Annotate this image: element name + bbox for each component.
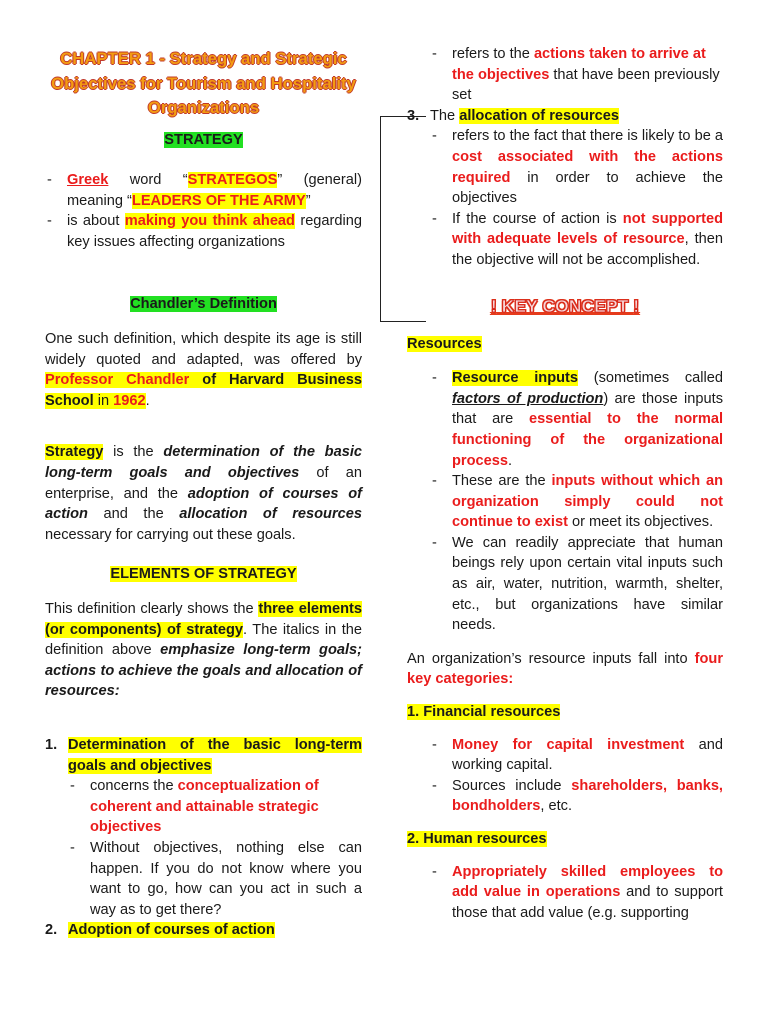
item-2-sub-1 (430, 44, 723, 106)
resource-bullet-1 (430, 368, 723, 471)
text-run: and to support those that add value (e.g. supporting (452, 884, 723, 921)
item-number: 1. (45, 736, 58, 753)
text-run: , etc. (540, 798, 573, 815)
elements-heading-text: ELEMENTS OF STRATEGY (110, 566, 297, 583)
item-3-sub-1 (430, 126, 723, 208)
resource-bullet-3: - We can readily appreciate that human beings rely upon certain vital inputs such as air, water, nutrition, warmth, shelter, etc., but organizations have similar needs. (430, 533, 723, 636)
element-item-2 (45, 920, 362, 941)
not-supported-text: not supported with adequate levels of resource (452, 210, 723, 248)
chandler-paragraph (45, 329, 362, 411)
item-1-label: Determination of the basic long-term goals and objectives (68, 736, 362, 774)
strategy-bullets (45, 170, 362, 252)
text-run: The (430, 107, 460, 124)
categories-paragraph (407, 649, 723, 690)
text-run: ) are those inputs that are (452, 390, 723, 428)
key-concept-label: KEY CONCEPT (496, 295, 634, 316)
strategy-heading (45, 130, 362, 151)
inputs-without-text: inputs without which an organization simply could not continue to exist (452, 473, 723, 531)
conceptualization-text: conceptualization of coherent and attainable strategic objectives (90, 778, 319, 836)
sources-text: shareholders, banks, bondholders (452, 777, 723, 815)
text-run: that have been previously set (452, 66, 720, 104)
resource-bullet-2 (430, 471, 723, 533)
resource-inputs-text: Resource inputs (452, 370, 579, 387)
text-run: This definition clearly shows the (45, 601, 259, 617)
chandler-name: Professor Chandler (45, 372, 190, 389)
text-run: These are the (452, 473, 552, 490)
financial-bullet-2 (430, 776, 723, 817)
def-goals: determination of the basic long-term goals and objectives (45, 444, 362, 482)
element-item-1 (45, 735, 362, 776)
financial-bullets (407, 735, 723, 817)
think-ahead-text: making you think ahead (124, 213, 295, 230)
text-run: refers to the fact that there is likely to be a (452, 128, 723, 145)
emphasize-text: emphasize long-term goals; actions to achieve the goals and allocation of resources: (45, 642, 363, 700)
text-run: of an enterprise, and the (45, 465, 362, 502)
financial-heading-text: 1. Financial resources (407, 704, 561, 721)
text-run: , then the objective will not be accomplished. (452, 231, 723, 268)
text-run: in (93, 392, 114, 409)
text-run: refers to the (452, 46, 534, 62)
human-bullets (407, 862, 723, 924)
strategy-heading-text: STRATEGY (164, 131, 243, 148)
human-heading (407, 829, 723, 850)
financial-heading (407, 702, 723, 723)
factors-text: factors of production (452, 390, 604, 407)
strategy-definition (45, 442, 362, 545)
item-1-sub-1 (68, 776, 362, 838)
item-3-sub-2 (430, 209, 723, 271)
year-text: 1962 (113, 392, 146, 409)
text-run: . (507, 452, 513, 469)
text-run: Sources include (452, 777, 572, 794)
text-run: and working capital. (452, 736, 723, 774)
skilled-employees-text: Appropriately skilled employees to add value in operations (452, 863, 723, 901)
strategy-term: Strategy (45, 444, 104, 461)
text-run: regarding key issues affecting organizations (67, 213, 362, 250)
essential-text: essential to the normal functioning of the organizational process (452, 411, 724, 469)
text-run: (sometimes called (578, 370, 724, 387)
page-title: CHAPTER 1 - Strategy and Strategic Objectives for Tourism and Hospitality Organizations (51, 49, 356, 117)
text-run: in order to achieve the objectives (452, 169, 723, 207)
three-elements-text: three elements (or components) of strategy (45, 601, 362, 638)
item-2-label: Adoption of courses of action (68, 922, 275, 939)
four-categories-text: four key categories: (407, 650, 723, 688)
chandler-heading-text: Chandler’s Definition (130, 296, 277, 313)
exclamation-left: ! (490, 295, 497, 316)
money-text: Money for capital investment (452, 736, 685, 753)
financial-bullet-1 (430, 735, 723, 776)
cost-text: cost associated with the actions required (452, 148, 723, 186)
exclamation-right: ! (633, 295, 640, 316)
text-run: An organization’s resource inputs fall into (407, 650, 695, 667)
harvard-text: of Harvard Business School (45, 372, 362, 409)
resources-bullets (452, 368, 723, 636)
strategy-bullet-about (45, 211, 362, 252)
item-number: 2. (45, 922, 58, 939)
item-1-sub-2: - Without objectives, nothing else can happen. If you do not know where you want to go, how can you act in such a way as to get there? (68, 838, 362, 920)
item-3-label: allocation of resources (459, 107, 619, 124)
left-column (45, 0, 362, 941)
actions-text: actions taken to arrive at the objectives (452, 46, 706, 83)
text-run: One such definition, which despite its age is still widely quoted and adapted, was offered by (45, 331, 362, 368)
key-concept-heading (407, 294, 723, 318)
greek-text: Greek (67, 172, 109, 189)
def-actions: adoption of courses of action (45, 485, 362, 523)
right-column (407, 0, 723, 923)
def-resources: allocation of resources (179, 506, 362, 523)
resources-heading (407, 334, 723, 355)
chandler-heading (45, 294, 362, 315)
text-run: word “ (108, 172, 188, 189)
resources-heading-text: Resources (407, 335, 482, 352)
text-run: ” (305, 192, 311, 209)
strategos-text: STRATEGOS (187, 172, 278, 189)
elements-paragraph (45, 599, 362, 702)
text-run: If the course of action is (452, 210, 623, 227)
text-run: necessary for carrying out these goals. (45, 526, 296, 543)
element-item-3 (407, 106, 723, 127)
text-run: . (145, 392, 150, 409)
leaders-text: LEADERS OF THE ARMY (131, 192, 306, 209)
text-run: or meet its objectives. (567, 514, 714, 531)
text-run: is the (103, 444, 164, 461)
elements-heading (45, 564, 362, 585)
text-run: . The italics in the definition above (45, 621, 363, 659)
human-heading-text: 2. Human resources (407, 831, 547, 847)
text-run: ” (general) meaning “ (67, 172, 362, 209)
text-run: and the (87, 506, 180, 523)
human-bullet-1 (430, 862, 723, 924)
text-run: is about (67, 213, 125, 230)
strategy-bullet-greek (45, 170, 362, 211)
item-number: 3. (407, 107, 420, 124)
text-run: concerns the (90, 778, 178, 795)
